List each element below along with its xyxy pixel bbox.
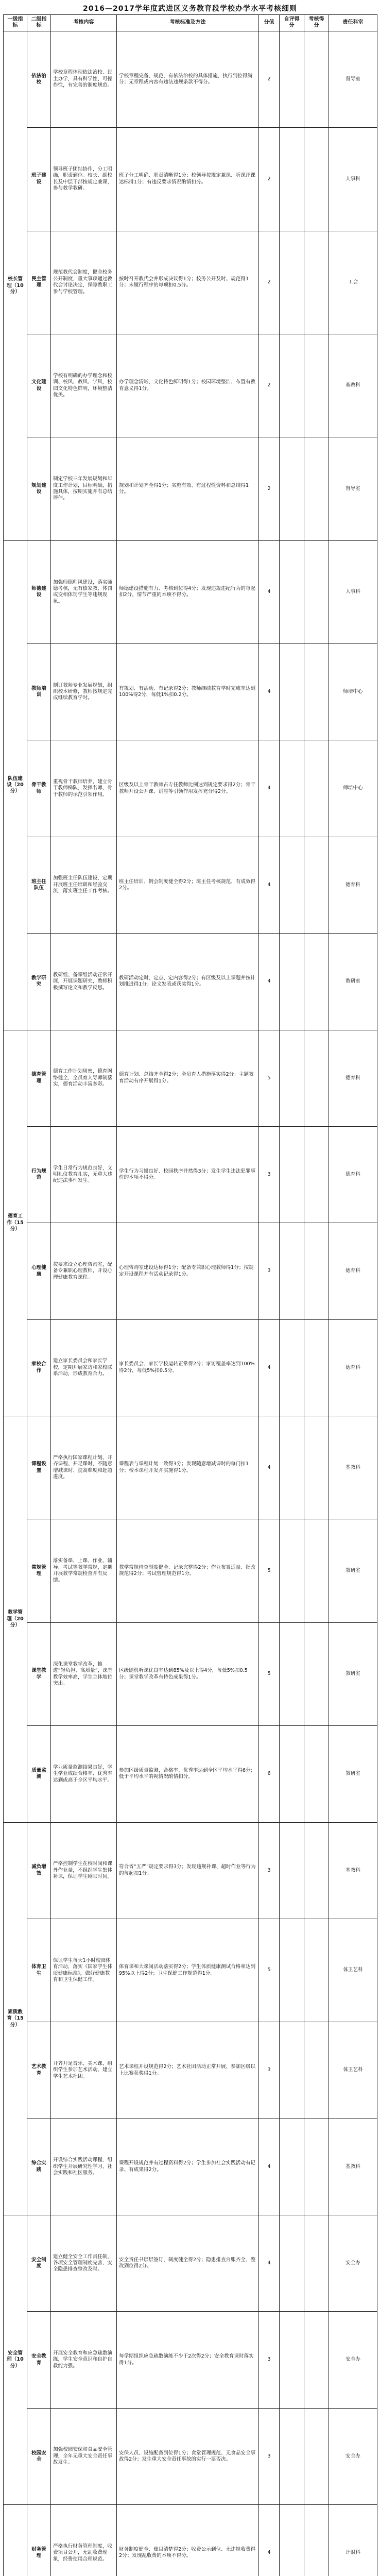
table-row	[4, 1919, 377, 2022]
assessment-content: 开设综合实践活动课程，组织学生开展研究性学习、社会实践和社区服务。	[51, 2119, 117, 2215]
score-value: 4	[259, 934, 280, 1030]
assessment-content: 开齐开足音乐、美术课，组织学生参加艺术活动，建立学生艺术社团。	[51, 2022, 117, 2119]
assessment-method: 财务制度健全、账目清楚得2分；收费公示到位、无违规收费得2分；发现乱收费的本项不得分。	[117, 2505, 259, 2576]
table-row	[4, 2022, 377, 2119]
header-eval-score: 考核得分	[304, 15, 329, 31]
evaluation-table	[3, 14, 377, 2576]
table-row	[4, 334, 377, 437]
assessment-content: 学生日常行为规范良好，文明礼仪教育扎实，无重大违纪违法事件发生。	[51, 1126, 117, 1223]
score-value: 2	[259, 334, 280, 437]
responsible-dept: 师培中心	[329, 740, 377, 837]
level1-indicator: 素质教育（15分）	[4, 1822, 27, 2215]
responsible-dept: 人事科	[329, 128, 377, 231]
score-value: 3	[259, 2312, 280, 2408]
level2-indicator: 课程设置	[27, 1416, 51, 1519]
self-score-cell	[280, 540, 304, 643]
level2-indicator: 班主任队伍	[27, 837, 51, 933]
score-value: 4	[259, 837, 280, 933]
table-header-row	[4, 15, 377, 31]
self-score-cell	[280, 1223, 304, 1319]
level2-indicator: 民主管理	[27, 231, 51, 334]
assessment-content: 加强校园安保和食品安全管理，全年无重大安全责任事故发生。	[51, 2408, 117, 2504]
level2-indicator: 质量监测	[27, 1726, 51, 1822]
eval-score-cell	[304, 1126, 329, 1223]
table-row	[4, 1822, 377, 1919]
responsible-dept: 德育科	[329, 1126, 377, 1223]
table-row	[4, 2505, 377, 2576]
eval-score-cell	[304, 1223, 329, 1319]
score-value: 5	[259, 1519, 280, 1622]
level2-indicator: 规划建设	[27, 437, 51, 540]
score-value: 6	[259, 1726, 280, 1822]
assessment-content: 严格执行财务管理制度，收费项目公开，无乱收费现象，经费使用合理规范。	[51, 2505, 117, 2576]
responsible-dept: 计财科	[329, 2505, 377, 2576]
table-row	[4, 2408, 377, 2504]
level2-indicator: 家校合作	[27, 1319, 51, 1416]
table-row	[4, 231, 377, 334]
score-value: 2	[259, 437, 280, 540]
score-value: 4	[259, 2215, 280, 2312]
table-row	[4, 1519, 377, 1622]
self-score-cell	[280, 437, 304, 540]
self-score-cell	[280, 644, 304, 740]
assessment-content: 严格控制学生在校时间和课外作业量，不组织学生集体补课，保证学生睡眠时间。	[51, 1822, 117, 1919]
eval-score-cell	[304, 2215, 329, 2312]
level2-indicator: 课堂教学	[27, 1622, 51, 1725]
score-value: 2	[259, 128, 280, 231]
score-value: 4	[259, 540, 280, 643]
assessment-method: 符合省“五严”规定要求得3分；发现违规补课、超时作业等行为的每起扣1分。	[117, 1822, 259, 1919]
assessment-method: 家长委员会、家长学校运转正常得2分；家访覆盖率达到100%得2分，每低5%扣0.5分。	[117, 1319, 259, 1416]
table-row	[4, 1416, 377, 1519]
assessment-method: 艺术课程开设规范得2分；艺术社团活动正常开展、参加区级以上比赛获奖得1分。	[117, 2022, 259, 2119]
header-method: 考核标准及方法	[117, 15, 259, 31]
score-value: 4	[259, 740, 280, 837]
assessment-method: 办学理念清晰、文化特色鲜明得1分；校园环境整洁、布置有教育意义得1分。	[117, 334, 259, 437]
self-score-cell	[280, 1416, 304, 1519]
self-score-cell	[280, 1126, 304, 1223]
level2-indicator: 骨干教师	[27, 740, 51, 837]
header-score: 分值	[259, 15, 280, 31]
eval-score-cell	[304, 1319, 329, 1416]
self-score-cell	[280, 2312, 304, 2408]
eval-score-cell	[304, 644, 329, 740]
assessment-content: 开展安全教育和应急疏散演练，学生安全意识和自护自救能力强。	[51, 2312, 117, 2408]
score-value: 5	[259, 1622, 280, 1725]
score-value: 2	[259, 231, 280, 334]
assessment-method: 德育计划、总结齐全得2分；全员育人措施落实得2分；主题教育活动有序开展得1分。	[117, 1030, 259, 1126]
score-value: 3	[259, 2408, 280, 2504]
responsible-dept: 安全办	[329, 2312, 377, 2408]
self-score-cell	[280, 2408, 304, 2504]
responsible-dept: 基教科	[329, 1822, 377, 1919]
self-score-cell	[280, 1519, 304, 1622]
responsible-dept: 基教科	[329, 334, 377, 437]
table-body	[4, 31, 377, 2576]
level1-indicator: 德育工作（15分）	[4, 1030, 27, 1416]
assessment-method: 体育课和大课间活动落实得2分；学生体质健康测试合格率达到95%以上得2分；卫生保健工作规范得1分。	[117, 1919, 259, 2022]
responsible-dept: 德育科	[329, 1030, 377, 1126]
responsible-dept: 工会	[329, 231, 377, 334]
level2-indicator: 安全教育	[27, 2312, 51, 2408]
assessment-method: 课程开设规范并有过程资料得2分；学生参加社会实践活动有记录、有成果得2分。	[117, 2119, 259, 2215]
eval-score-cell	[304, 231, 329, 334]
eval-score-cell	[304, 837, 329, 933]
assessment-content: 规范教代会制度，健全校务公开制度，重大事项通过教代会讨论决定，保障教职工参与学校管理。	[51, 231, 117, 334]
eval-score-cell	[304, 1519, 329, 1622]
assessment-method: 参加区级质量监测，合格率、优秀率达到全区平均水平得6分；低于平均水平的视情况酌情扣分。	[117, 1726, 259, 1822]
self-score-cell	[280, 2505, 304, 2576]
table-row	[4, 1319, 377, 1416]
table-row	[4, 644, 377, 740]
assessment-content: 深化课堂教学改革，推进“轻负担、高质量”，课堂教学效率高，学生主体地位突出。	[51, 1622, 117, 1725]
score-value: 5	[259, 1919, 280, 2022]
assessment-content: 建立健全安全工作责任制，各项安全管理制度完善，安全隐患排查整改及时。	[51, 2215, 117, 2312]
assessment-content: 学业质量监测结果良好，学生学业成绩合格率、优秀率达到或高于全区平均水平。	[51, 1726, 117, 1822]
responsible-dept: 基教科	[329, 2119, 377, 2215]
assessment-content: 重视骨干教师培养，建立骨干教师梯队，发挥名师、骨干教师的示范引领作用。	[51, 740, 117, 837]
eval-score-cell	[304, 1622, 329, 1725]
eval-score-cell	[304, 2408, 329, 2504]
assessment-method: 区级随机听课优良率达到85%及以上得4分，每低5%扣0.5分；课堂教学改革有特色成果得1分。	[117, 1622, 259, 1725]
assessment-method: 每学期组织应急疏散演练不少于2次得2分；安全教育课时落实得1分。	[117, 2312, 259, 2408]
self-score-cell	[280, 334, 304, 437]
level2-indicator: 教师培训	[27, 644, 51, 740]
self-score-cell	[280, 1726, 304, 1822]
level2-indicator: 安全制度	[27, 2215, 51, 2312]
eval-score-cell	[304, 2312, 329, 2408]
self-score-cell	[280, 934, 304, 1030]
self-score-cell	[280, 740, 304, 837]
assessment-content: 加强班主任队伍建设，定期开展班主任培训和经验交流，落实班主任工作考核。	[51, 837, 117, 933]
score-value: 4	[259, 2505, 280, 2576]
responsible-dept: 体卫艺科	[329, 1919, 377, 2022]
header-content: 考核内容	[51, 15, 117, 31]
assessment-method: 教学常规检查制度健全、记录完整得2分；作业布置适量、批改规范得2分；考试管理规范得1分。	[117, 1519, 259, 1622]
table-row	[4, 540, 377, 643]
level2-indicator: 财务管理	[27, 2505, 51, 2576]
self-score-cell	[280, 1030, 304, 1126]
level1-indicator: 校长管理（10分）	[4, 31, 27, 540]
assessment-content: 落实备课、上课、作业、辅导、考试等教学常规，定期开展教学常规检查并有反馈。	[51, 1519, 117, 1622]
assessment-content: 领导班子团结协作，分工明确，职责到位。校长、副校长及中层干部按规定兼课，参与教学教研。	[51, 128, 117, 231]
assessment-method: 心理咨询室建设达标得1分；配备专兼职心理教师得1分；按规定开设课程并有活动记录得1分。	[117, 1223, 259, 1319]
assessment-content: 制订教师专业发展规划，组织校本研修，教师按规定完成继续教育学时。	[51, 644, 117, 740]
assessment-content: 加强师德师风建设，落实师德考核，无有偿家教、体罚或变相体罚学生等违规现象。	[51, 540, 117, 643]
assessment-method: 班子分工明确、职责清晰得1分；校领导按规定兼课、听课评课达标得1分；有违反要求情况酌情扣分。	[117, 128, 259, 231]
level2-indicator: 班子建设	[27, 128, 51, 231]
responsible-dept: 教研室	[329, 1519, 377, 1622]
level1-indicator: 队伍建设（20分）	[4, 540, 27, 1030]
eval-score-cell	[304, 934, 329, 1030]
table-row	[4, 1030, 377, 1126]
assessment-method: 按时召开教代会并形成决议得1分；校务公开及时、规范得1分；未履行程序的每项扣0.5分。	[117, 231, 259, 334]
table-row	[4, 2312, 377, 2408]
responsible-dept: 德育科	[329, 1319, 377, 1416]
assessment-content: 学校有明确的办学理念和校训、校风、教风、学风，校园文化特色鲜明，环境整洁优美。	[51, 334, 117, 437]
eval-score-cell	[304, 2505, 329, 2576]
table-row	[4, 2215, 377, 2312]
assessment-method: 规划和计划齐全得1分；实施有效、有过程性资料和总结得1分。	[117, 437, 259, 540]
table-row	[4, 934, 377, 1030]
eval-score-cell	[304, 31, 329, 127]
level2-indicator: 校园安全	[27, 2408, 51, 2504]
table-row	[4, 1126, 377, 1223]
self-score-cell	[280, 1919, 304, 2022]
eval-score-cell	[304, 437, 329, 540]
assessment-content: 教研组、备课组活动正常开展，开展课题研究，教师积极撰写论文和教学反思。	[51, 934, 117, 1030]
assessment-content: 严格执行国家课程计划，开齐课程、开足课时，不随意增减课时、提高难度和赶超进度。	[51, 1416, 117, 1519]
assessment-method: 课程表与课程计划一致得3分；发现随意增减课时的每门扣1分；校本课程开发并实施得1分。	[117, 1416, 259, 1519]
assessment-method: 学生行为习惯良好、校园秩序井然得3分；发生学生违法犯罪事件的本项不得分。	[117, 1126, 259, 1223]
level2-indicator: 文化建设	[27, 334, 51, 437]
eval-score-cell	[304, 1030, 329, 1126]
assessment-method: 学校章程完备、规范，有依法治校的具体措施，执行到位得满分；无章程或内容有违法违规条款不得分。	[117, 31, 259, 127]
eval-score-cell	[304, 2022, 329, 2119]
assessment-content: 建立家长委员会和家长学校，定期开展家访和家校联系活动，形成教育合力。	[51, 1319, 117, 1416]
assessment-method: 教研活动定时、定点、定内容得2分；有区级及以上课题并按计划推进得1分；论文发表或获奖得1分。	[117, 934, 259, 1030]
score-value: 4	[259, 2119, 280, 2215]
score-value: 4	[259, 1319, 280, 1416]
table-row	[4, 31, 377, 127]
level2-indicator: 行为规范	[27, 1126, 51, 1223]
table-row	[4, 837, 377, 933]
eval-score-cell	[304, 1416, 329, 1519]
eval-score-cell	[304, 1919, 329, 2022]
score-value: 3	[259, 2022, 280, 2119]
assessment-content: 德育工作计划周密，德育网络健全，全员育人导师制落实，德育活动丰富多彩。	[51, 1030, 117, 1126]
responsible-dept: 教研室	[329, 934, 377, 1030]
table-row	[4, 437, 377, 540]
header-self-score: 自评得分	[280, 15, 304, 31]
score-value: 5	[259, 1030, 280, 1126]
level2-indicator: 常规管理	[27, 1519, 51, 1622]
level1-indicator	[4, 2505, 27, 2576]
assessment-method: 区级及以上骨干教师占专任教师比例达到规定要求得2分；骨干教师开设公开课、讲座等引领作用发挥充分得2分。	[117, 740, 259, 837]
self-score-cell	[280, 2022, 304, 2119]
level2-indicator: 艺术教育	[27, 2022, 51, 2119]
responsible-dept: 督导室	[329, 31, 377, 127]
header-dept: 责任科室	[329, 15, 377, 31]
assessment-content: 学校章程体现依法治校、民主办学，具有科学性、可操作性，有完善的制度规范。	[51, 31, 117, 127]
level2-indicator: 体育卫生	[27, 1919, 51, 2022]
responsible-dept: 人事科	[329, 540, 377, 643]
table-row	[4, 2119, 377, 2215]
table-row	[4, 1223, 377, 1319]
responsible-dept: 德育科	[329, 837, 377, 933]
header-level1: 一级指标	[4, 15, 27, 31]
header-level2: 二级指标	[27, 15, 51, 31]
score-value: 3	[259, 1822, 280, 1919]
responsible-dept: 基教科	[329, 1416, 377, 1519]
level2-indicator: 依法治校	[27, 31, 51, 127]
responsible-dept: 安全办	[329, 2408, 377, 2504]
assessment-method: 班主任培训、例会制度健全得2分；班主任考核规范、有成效得2分。	[117, 837, 259, 933]
responsible-dept: 师培中心	[329, 644, 377, 740]
document-title: 2016—2017学年度武进区义务教育段学校办学水平考核细则	[83, 5, 297, 13]
level2-indicator: 师德建设	[27, 540, 51, 643]
assessment-method: 安保人员、设施配备到位得1分；食堂管理规范、无食品安全事故得2分；发生重大安全责任事故的实行一票否决。	[117, 2408, 259, 2504]
responsible-dept: 教研室	[329, 1726, 377, 1822]
self-score-cell	[280, 2215, 304, 2312]
score-value: 4	[259, 644, 280, 740]
table-row	[4, 1726, 377, 1822]
score-value: 2	[259, 31, 280, 127]
score-value: 4	[259, 1416, 280, 1519]
self-score-cell	[280, 2119, 304, 2215]
self-score-cell	[280, 1822, 304, 1919]
eval-score-cell	[304, 2119, 329, 2215]
eval-score-cell	[304, 128, 329, 231]
self-score-cell	[280, 1622, 304, 1725]
eval-score-cell	[304, 1726, 329, 1822]
score-value: 3	[259, 1223, 280, 1319]
self-score-cell	[280, 231, 304, 334]
self-score-cell	[280, 837, 304, 933]
level2-indicator: 综合实践	[27, 2119, 51, 2215]
assessment-method: 师德建设措施有力、考核到位得4分；发现违规违纪行为的每起扣2分，情节严重的本项不得分。	[117, 540, 259, 643]
eval-score-cell	[304, 740, 329, 837]
responsible-dept: 安全办	[329, 2215, 377, 2312]
assessment-method: 安全责任书层层签订，制度健全得2分；隐患排查台账齐全、整改到位得2分。	[117, 2215, 259, 2312]
assessment-method: 有规划、有活动、有记录得2分；教师继续教育学时完成率达到100%得2分，每低1%扣0.2分。	[117, 644, 259, 740]
responsible-dept: 督导室	[329, 437, 377, 540]
level1-indicator: 安全管理（10分）	[4, 2215, 27, 2505]
level2-indicator: 减负增效	[27, 1822, 51, 1919]
table-row	[4, 740, 377, 837]
assessment-content: 保证学生每天1小时校园体育活动，落实《国家学生体质健康标准》，做好健康教育和卫生保健工作。	[51, 1919, 117, 2022]
table-row	[4, 1622, 377, 1725]
table-row	[4, 128, 377, 231]
self-score-cell	[280, 31, 304, 127]
level2-indicator: 德育管理	[27, 1030, 51, 1126]
responsible-dept: 体卫艺科	[329, 2022, 377, 2119]
assessment-content: 按要求设立心理咨询室，配备专兼职心理教师，开设心理健康教育课程。	[51, 1223, 117, 1319]
self-score-cell	[280, 1319, 304, 1416]
level2-indicator: 教学研究	[27, 934, 51, 1030]
eval-score-cell	[304, 1822, 329, 1919]
eval-score-cell	[304, 540, 329, 643]
score-value: 3	[259, 1126, 280, 1223]
responsible-dept: 教研室	[329, 1622, 377, 1725]
self-score-cell	[280, 128, 304, 231]
assessment-content: 制定学校三年发展规划和年度工作计划，目标明确，措施具体，按期实施并有总结评估。	[51, 437, 117, 540]
level1-indicator: 教学管理（20分）	[4, 1416, 27, 1823]
responsible-dept: 德育科	[329, 1223, 377, 1319]
level2-indicator: 心理健康	[27, 1223, 51, 1319]
eval-score-cell	[304, 334, 329, 437]
